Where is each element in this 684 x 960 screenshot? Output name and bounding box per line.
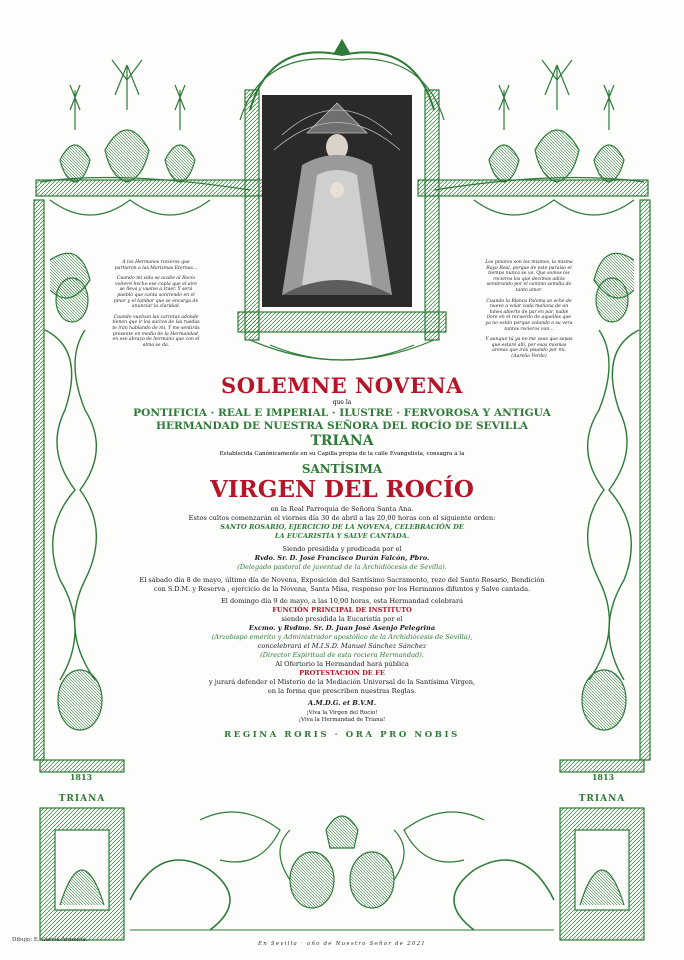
- established: Establecida Canónicamente en su Capilla propia de la calle Evangelista, consagra a la: [219, 451, 465, 457]
- que-la: que la: [332, 399, 352, 406]
- body-line: siendo presidida la Eucaristía por el: [281, 615, 403, 623]
- plaque-year-left: 1813: [69, 772, 93, 782]
- plaque-name-right: TRIANA: [578, 794, 626, 804]
- title: SOLEMNE NOVENA: [221, 373, 463, 398]
- poem-left-stanza: Cuando vuelvan las carretas adonde tienen que ir los surcos de las ruedas te irán hablando de mí. Y me sentirás presente en medio de la Hermandad, en ese abrazo de hermano que con el alma se da.: [112, 314, 200, 348]
- body-line: Al Ofertorio la Hermandad hará pública: [275, 660, 409, 668]
- body-line: y jurará defender el Misterio de la Mediación Universal de la Santísima Virgen,: [208, 678, 476, 686]
- poem-left-stanza: Cuando mi vida se acabe al Rocío volveré hecho ese copla que el aire se lleva y vuelve a traer. Y será pueblo que canta sonriendo en el pinar y el tambor que se encarga de anunciar la claridad.: [113, 276, 199, 310]
- body-line: LA EUCARISTÍA Y SALVE CANTADA.: [274, 532, 410, 540]
- body-line: en la forma que prescriben nuestras Reglas.: [267, 687, 417, 695]
- virgin-figure-icon: [262, 95, 412, 307]
- coat-of-arms: [280, 816, 404, 908]
- body-line: (Arzobispo emérito y Administrador apostólico de la Archidiócesis de Sevilla),: [211, 633, 473, 641]
- funcion-principal: FUNCIÓN PRINCIPAL DE INSTITUTO: [272, 606, 412, 614]
- body-line: Excmo. y Rvdmo. Sr. D. Juan José Asenjo Pelegrina: [248, 624, 436, 632]
- body-line: (Delegado pastoral de juventud de la Archidiócesis de Sevilla).: [237, 563, 447, 571]
- body-line: Siendo presidida y predicada por el: [282, 545, 402, 553]
- poem-right-stanza: Y aunque tú ya no me veas que sepas que estaré allí, por esas mismas arenas que irás pisando por mí. (Aurelio Verde): [485, 337, 573, 359]
- body-line: El domingo día 9 de mayo, a las 10,00 horas, esta Hermandad celebrará: [220, 597, 464, 605]
- place-date: En Sevilla · año de Nuestro Señor de 2021: [258, 941, 426, 947]
- motto: REGINA RORIS · ORA PRO NOBIS: [224, 730, 460, 740]
- body-line: con S.D.M. y Reserva , ejercicio de la Novena, Santa Misa, responso por los Hermanos difuntos y Salve cantada.: [153, 585, 531, 593]
- viva-hermandad: ¡Viva la Hermandad de Triana!: [298, 717, 386, 723]
- poem-left: [112, 260, 200, 353]
- virgin-image: [262, 95, 412, 307]
- triana: TRIANA: [310, 433, 374, 449]
- body-line: SANTO ROSARIO, EJERCICIO DE LA NOVENA, CELEBRACIÓN DE: [220, 523, 464, 531]
- drawing-credit: Dibujo: E. García Armenta.: [12, 937, 88, 943]
- urn-left: [60, 60, 195, 182]
- poem-right-stanza: Cuando la Blanca Paloma se eche de nuevo a volar cada mañana de un lunes abierto de par en par, nadie llore en el recuerdo de aquellos que ya no están porque volando a su vera tantos rocieros van...: [485, 298, 573, 332]
- brotherhood-line-2: HERMANDAD DE NUESTRA SEÑORA DEL ROCÍO DE SEVILLA: [155, 420, 529, 432]
- protestacion-de-fe: PROTESTACION DE FE: [299, 669, 385, 677]
- virgen-del-rocio: VIRGEN DEL ROCÍO: [210, 476, 474, 503]
- poem-right: [485, 260, 573, 365]
- amdg: A.M.D.G. et B.V.M.: [307, 699, 377, 707]
- body-line: concelebrará el M.I.S.D. Manuel Sánchez Sánchez: [257, 642, 427, 650]
- body-text: [110, 505, 574, 724]
- body-line: en la Real Parroquia de Señora Santa Ana.: [270, 505, 414, 513]
- poem-left-stanza: A los Hermanos rocieros que partieron a las Marismas Eternas...: [114, 260, 198, 271]
- body-line: El sábado día 8 de mayo, último día de Novena, Exposición del Santísimo Sacramento, rezo del Santo Rosario, Bendición: [139, 576, 545, 584]
- main-text: [110, 373, 574, 740]
- plaque-year-right: 1813: [591, 772, 615, 782]
- viva-virgen: ¡Viva la Virgen del Rocío!: [306, 710, 378, 716]
- urn-right: [489, 60, 624, 182]
- body-line: Rvdo. Sr. D. José Francisco Durán Falcón, Pbro.: [254, 554, 430, 562]
- body-line: Estos cultos comenzarán el viernes día 30 de abril a las 20,00 horas con el siguiente orden:: [188, 514, 496, 522]
- brotherhood-line-1: PONTIFICIA · REAL E IMPERIAL · ILUSTRE · FERVOROSA Y ANTIGUA: [133, 407, 551, 419]
- santisima: SANTÍSIMA: [301, 462, 383, 476]
- body-line: (Director Espiritual de esta rociera Hermandad).: [260, 651, 424, 659]
- plaque-name-left: TRIANA: [58, 794, 106, 804]
- poem-right-stanza: Los pinares son los mismos, la misma Raya Real, porque de este paraíso el tiempo nunca se va. Que somos los rocieros los que decimos adiós sembrando por el camino semilla de tanto amor.: [485, 260, 573, 293]
